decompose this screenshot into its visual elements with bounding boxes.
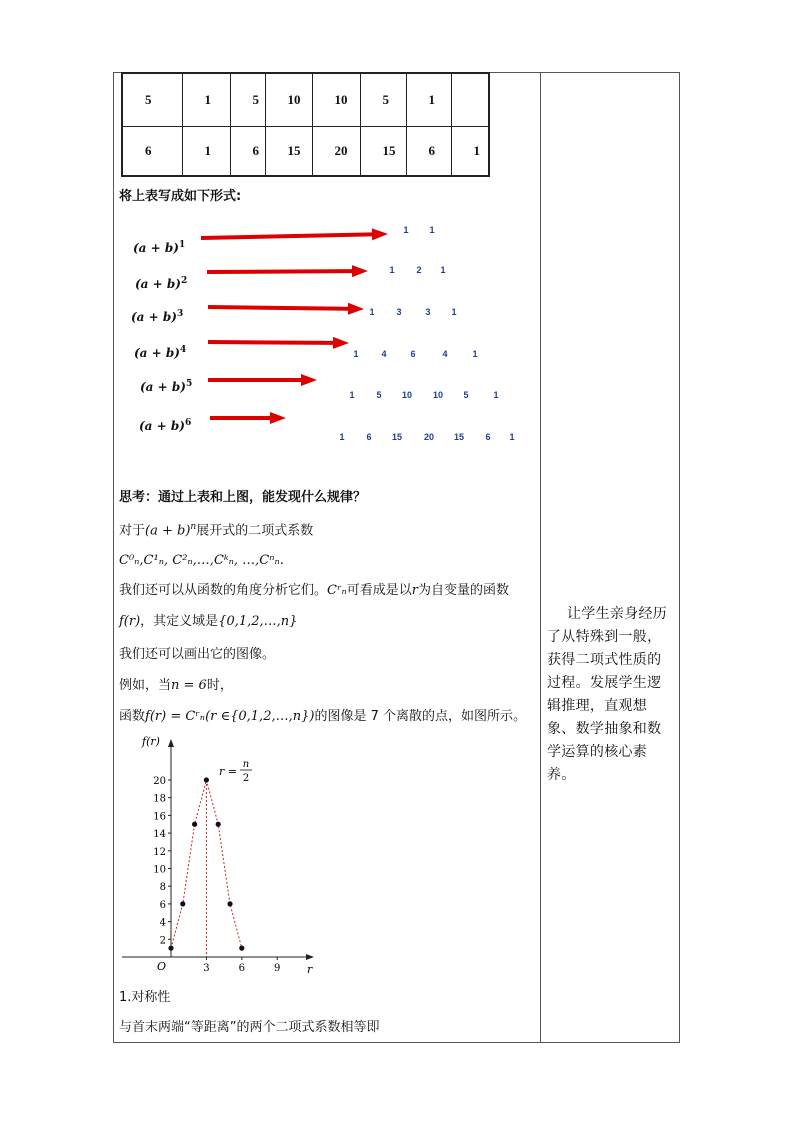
triangle-number: 6 [410, 349, 416, 359]
triangle-number: 20 [423, 432, 435, 442]
triangle-number: 1 [369, 307, 375, 317]
y-tick-label: 18 [153, 793, 166, 805]
triangle-number: 1 [353, 349, 359, 359]
text-line: 对于$(a + b)^n$展开式的二项式系数 [119, 522, 314, 539]
data-point [227, 901, 232, 906]
x-axis-arrow [306, 954, 314, 960]
y-tick-label: 6 [159, 899, 166, 911]
power-label: $(a + b)^3$ [131, 309, 184, 324]
symmetry-annotation [219, 759, 252, 784]
arrow [207, 265, 368, 277]
caption: 将上表写成如下形式: [119, 189, 242, 204]
data-point [216, 822, 221, 827]
x-tick-label: 9 [274, 963, 281, 974]
data-point [192, 822, 197, 827]
table-cell: 6 [230, 126, 265, 176]
table-cell: 15 [360, 126, 406, 176]
table-cell: 20 [312, 126, 360, 176]
table-cell: 10 [312, 73, 360, 126]
triangle-number: 1 [389, 265, 395, 275]
triangle-number: 1 [509, 432, 515, 442]
x-axis-label: r [307, 963, 313, 976]
arrow [208, 337, 349, 349]
triangle-number: 1 [349, 390, 355, 400]
power-label: $(a + b)^5$ [140, 379, 193, 394]
text-line: 函数f(r) = Cʳₙ(r ∈{0,1,2,…,n})的图像是 7 个离散的点，如图所示。 [119, 709, 526, 724]
data-point [204, 777, 209, 782]
text-line: 与首末两端“等距离”的两个二项式系数相等即 [119, 1020, 380, 1035]
table-cell: 1 [182, 126, 230, 176]
triangle-number: 5 [463, 390, 469, 400]
text-line: 例如，当n = 6时， [119, 678, 233, 693]
table-cell: 5 [230, 73, 265, 126]
triangle-number: 3 [396, 307, 402, 317]
text-line: f(r)，其定义域是{0,1,2,…,n} [119, 614, 298, 629]
y-tick-label: 20 [153, 776, 166, 787]
y-tick-label: 2 [159, 935, 166, 947]
section-heading: 1.对称性 [119, 990, 171, 1005]
y-tick-label: 16 [153, 811, 166, 823]
arrow [208, 303, 364, 315]
triangle-number: 1 [472, 349, 478, 359]
binomial-chart [118, 733, 333, 980]
teaching-note-text: 让学生亲身经历了从特殊到一般，获得二项式性质的过程。发展学生逻辑推理，直观想象、数学抽象和数学运算的核心素养。 [547, 606, 668, 783]
annotation-numerator: n [242, 759, 250, 770]
power-label: $(a + b)^6$ [139, 418, 192, 433]
triangle-number: 1 [451, 307, 457, 317]
triangle-number: 4 [381, 349, 387, 359]
power-label: $(a + b)^1$ [133, 240, 186, 255]
x-tick-label: 6 [238, 963, 245, 974]
origin-label: O [157, 960, 167, 973]
arrow [201, 228, 388, 240]
triangle-number: 5 [376, 390, 382, 400]
text-line: 我们还可以画出它的图像。 [119, 647, 276, 662]
triangle-number: 1 [403, 225, 409, 235]
triangle-number: 15 [453, 432, 465, 442]
table-cell: 5 [122, 73, 182, 126]
triangle-number: 4 [442, 349, 448, 359]
annotation-lhs: r = [219, 765, 237, 778]
teaching-note [547, 603, 669, 787]
triangle-number: 1 [440, 265, 446, 275]
y-tick-label: 8 [159, 882, 166, 894]
text-line: 我们还可以从函数的角度分析它们。Cʳₙ可看成是以r为自变量的函数 [119, 583, 509, 598]
triangle-number: 1 [493, 390, 499, 400]
y-axis-label: f(r) [142, 735, 160, 748]
table-cell: 1 [406, 73, 451, 126]
arrows-layer [0, 0, 794, 500]
y-tick-label: 14 [153, 829, 166, 841]
data-point [168, 946, 173, 951]
x-tick-label: 3 [203, 963, 210, 974]
triangle-number: 6 [485, 432, 491, 442]
table-cell: 10 [265, 73, 312, 126]
triangle-number: 6 [366, 432, 372, 442]
data-point [180, 901, 185, 906]
table-cell: 5 [360, 73, 406, 126]
y-tick-label: 12 [153, 846, 166, 858]
y-axis-arrow [168, 739, 174, 747]
arrow [208, 374, 317, 386]
data-point [239, 946, 244, 951]
power-label: $(a + b)^2$ [135, 276, 188, 291]
coefficient-list: C⁰ₙ,C¹ₙ, C²ₙ,…,Cᵏₙ, …,Cⁿₙ. [119, 553, 284, 568]
annotation-denominator: 2 [242, 773, 250, 784]
triangle-number: 1 [429, 225, 435, 235]
table-cell: 1 [182, 73, 230, 126]
triangle-number: 10 [432, 390, 444, 400]
triangle-number: 3 [425, 307, 431, 317]
table-cell: 6 [122, 126, 182, 176]
power-label: $(a + b)^4$ [134, 345, 187, 360]
table-cell: 1 [451, 126, 489, 176]
triangle-number: 1 [339, 432, 345, 442]
think-question: 思考：通过上表和上图，能发现什么规律？ [119, 490, 367, 505]
y-tick-label: 4 [159, 917, 166, 929]
table-cell: 6 [406, 126, 451, 176]
triangle-number: 15 [391, 432, 403, 442]
triangle-number: 2 [416, 265, 422, 275]
table-cell: 15 [265, 126, 312, 176]
triangle-number: 10 [401, 390, 413, 400]
y-tick-label: 10 [153, 864, 166, 876]
arrow [210, 412, 286, 424]
